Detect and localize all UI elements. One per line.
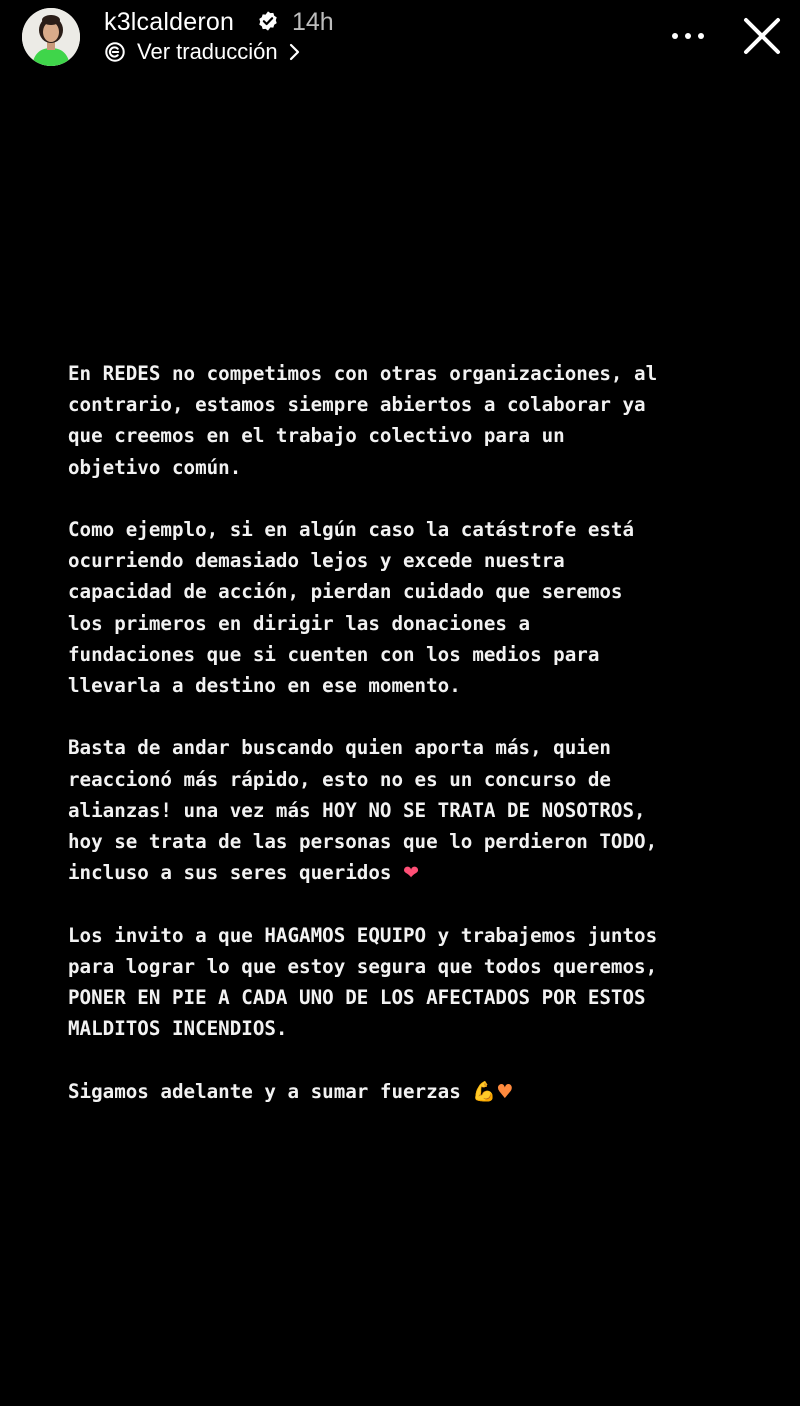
paragraph-text: Basta de andar buscando quien aporta más, quien reaccionó más rápido, esto no es un concurso de alianzas! una vez más HOY NO SE TRATA DE NOSOTROS, hoy se trata de las personas que lo perdieron TODO, incluso a sus seres queridos xyxy=(68,736,658,885)
heart-icon: ❤ xyxy=(403,861,420,885)
orange-heart-icon: ♥ xyxy=(496,1079,514,1103)
translate-label: Ver traducción xyxy=(137,39,278,64)
paragraph xyxy=(68,1076,768,1107)
translate-icon xyxy=(104,41,126,63)
paragraph: En REDES no competimos con otras organizaciones, al contrario, estamos siempre abiertos a colaborar ya que creemos en el trabajo colectivo para un objetivo común. xyxy=(68,362,658,479)
close-icon[interactable] xyxy=(740,14,784,58)
muscle-icon: 💪 xyxy=(472,1079,497,1103)
story-header xyxy=(0,0,800,80)
paragraph: Como ejemplo, si en algún caso la catástrofe está ocurriendo demasiado lejos y excede nuestra capacidad de acción, pierdan cuidado que seremos los primeros en dirigir las donaciones a fundaciones que si cuenten con los medios para llevarla a destino en ese momento. xyxy=(68,518,635,698)
verified-badge-icon xyxy=(257,10,279,32)
story-text xyxy=(68,358,768,1138)
more-options-icon[interactable] xyxy=(668,24,708,48)
paragraph: Los invito a que HAGAMOS EQUIPO y trabajemos juntos para lograr lo que estoy segura que todos queremos, PONER EN PIE A CADA UNO DE LOS AFECTADOS POR ESTOS MALDITOS INCENDIOS. xyxy=(68,923,658,1041)
paragraph-text: Sigamos adelante y a sumar fuerzas xyxy=(68,1079,461,1103)
avatar[interactable] xyxy=(22,8,80,66)
translate-link[interactable] xyxy=(104,38,302,66)
paragraph xyxy=(68,732,768,888)
chevron-right-icon xyxy=(288,43,302,61)
username[interactable]: k3lcalderon xyxy=(104,8,235,36)
post-time: 14h xyxy=(292,8,334,36)
